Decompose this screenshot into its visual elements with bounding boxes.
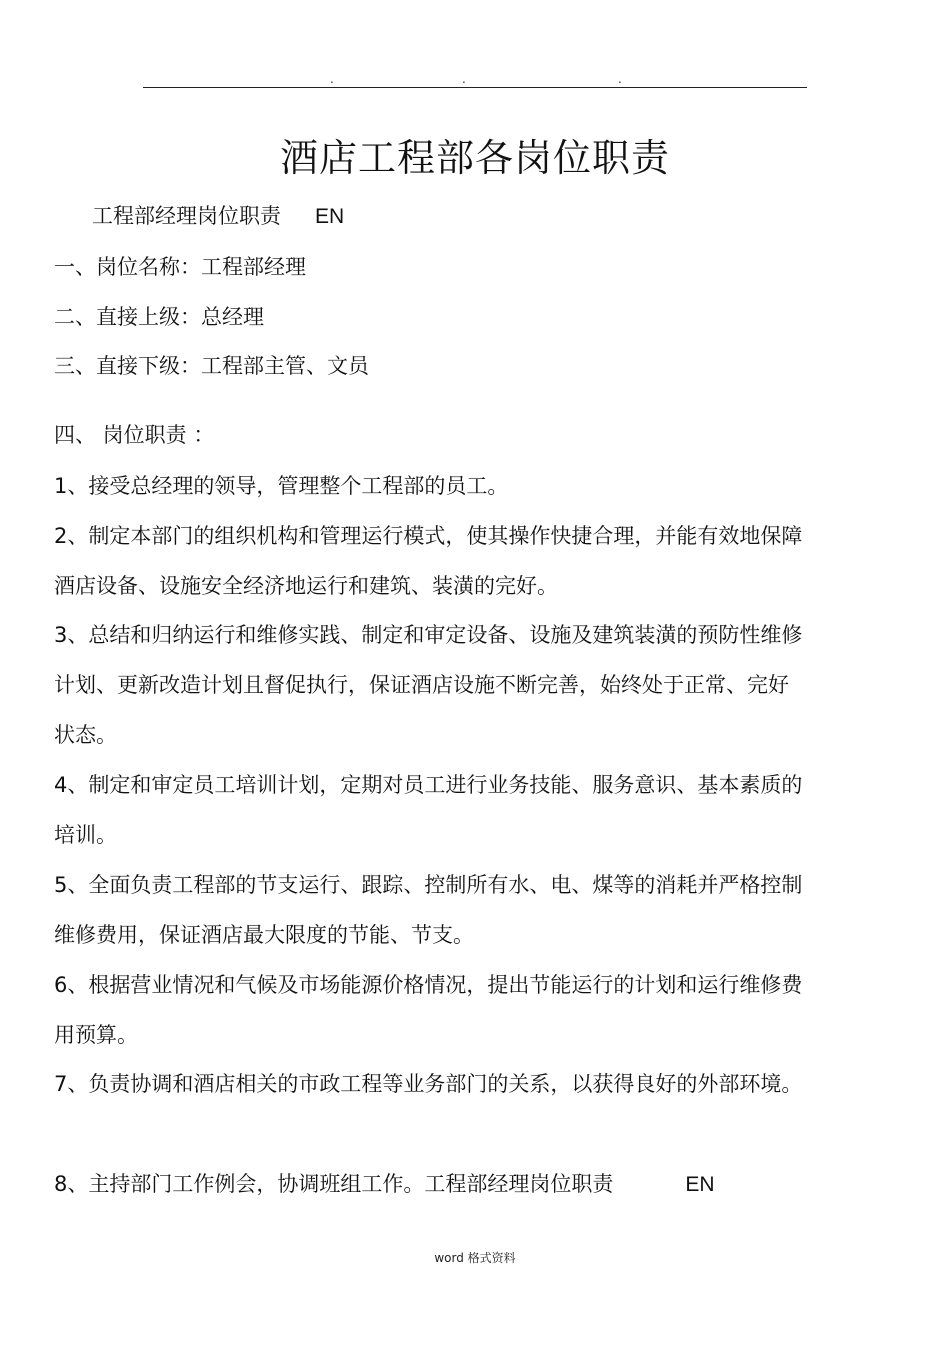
header-rule (143, 87, 807, 88)
section-subtitle (92, 201, 344, 232)
duty-item: 1、接受总经理的领导，管理整个工程部的员工。 (54, 474, 509, 498)
header-dot: . (330, 72, 334, 86)
duties-heading: 四、 岗位职责 ： (54, 423, 215, 447)
document-title: 酒店工程部各岗位职责 (279, 136, 670, 180)
page-footer: word 格式资料 (434, 1251, 516, 1265)
duty-item: 5、全面负责工程部的节支运行、跟踪、控制所有水、电、煤等的消耗并严格控制维修费用，保证酒店最大限度的节能、节支。 (54, 873, 803, 947)
duty-item: 4、制定和审定员工培训计划，定期对员工进行业务技能、服务意识、基本素质的培训。 (54, 773, 803, 847)
duty-item: 3、总结和归纳运行和维修实践、制定和审定设备、设施及建筑装潢的预防性维修计划、更新改造计划且督促执行，保证酒店设施不断完善，始终处于正常、完好状态。 (54, 623, 803, 747)
header-dot: . (462, 72, 466, 86)
header-dot: . (618, 72, 622, 86)
duty-8-suffix: EN (685, 1173, 715, 1196)
duty-item: 7、负责协调和酒店相关的市政工程等业务部门的关系，以获得良好的外部环境。 (54, 1072, 803, 1096)
duty-item: 2、制定本部门的组织机构和管理运行模式，使其操作快捷合理，并能有效地保障酒店设备、设施安全经济地运行和建筑、装潢的完好。 (54, 524, 803, 598)
info-position-name: 一、岗位名称：工程部经理 (54, 255, 306, 279)
duty-item: 6、根据营业情况和气候及市场能源价格情况，提出节能运行的计划和运行维修费用预算。 (54, 973, 803, 1047)
subtitle-text: 工程部经理岗位职责 (92, 204, 281, 228)
duty-item-8 (54, 1169, 715, 1200)
info-direct-superior: 二、直接上级：总经理 (54, 305, 264, 329)
duty-8-text: 8、主持部门工作例会，协调班组工作。工程部经理岗位职责 (54, 1172, 614, 1196)
info-direct-subordinate: 三、直接下级：工程部主管、文员 (54, 354, 369, 378)
subtitle-suffix: EN (315, 205, 345, 228)
